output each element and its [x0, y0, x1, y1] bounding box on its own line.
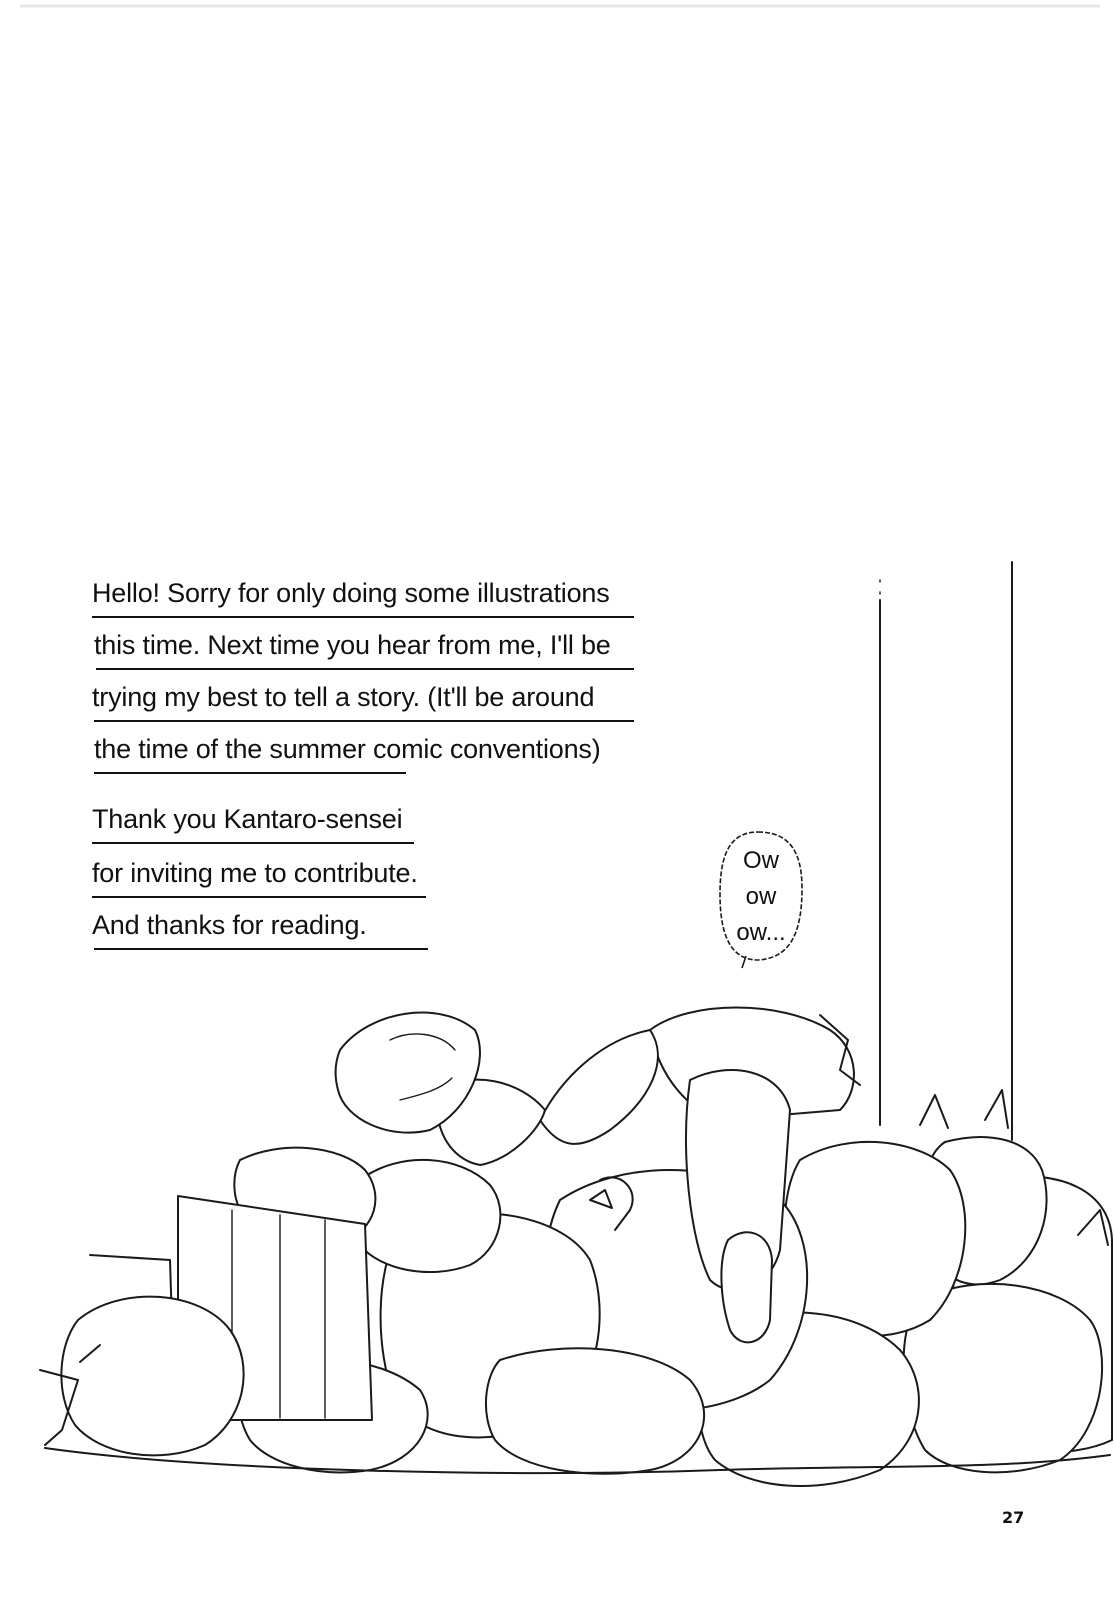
underline	[92, 842, 414, 844]
underline	[94, 948, 428, 950]
bubble-line: Ow	[743, 847, 779, 874]
speech-bubble	[718, 830, 804, 962]
underline	[92, 896, 426, 898]
page-number: 27	[1002, 1508, 1025, 1527]
underline	[94, 720, 634, 722]
underline	[92, 616, 634, 618]
note-line: Thank you Kantaro-sensei	[92, 804, 403, 834]
bubble-line: ow	[745, 883, 777, 910]
fallen-figure	[336, 1008, 860, 1343]
wall-lines	[880, 562, 1012, 1140]
underline	[94, 772, 406, 774]
note-line: for inviting me to contribute.	[92, 858, 418, 888]
note-line: And thanks for reading.	[92, 910, 367, 940]
bubble-line: ow...	[736, 919, 786, 946]
note-line: Hello! Sorry for only doing some illustrations	[92, 578, 610, 608]
trash-bags	[40, 1090, 1112, 1486]
note-line: this time. Next time you hear from me, I'll be	[94, 630, 611, 660]
note-line: trying my best to tell a story. (It'll be around	[92, 682, 595, 712]
underline	[96, 668, 634, 670]
note-line: the time of the summer comic conventions)	[94, 734, 601, 764]
